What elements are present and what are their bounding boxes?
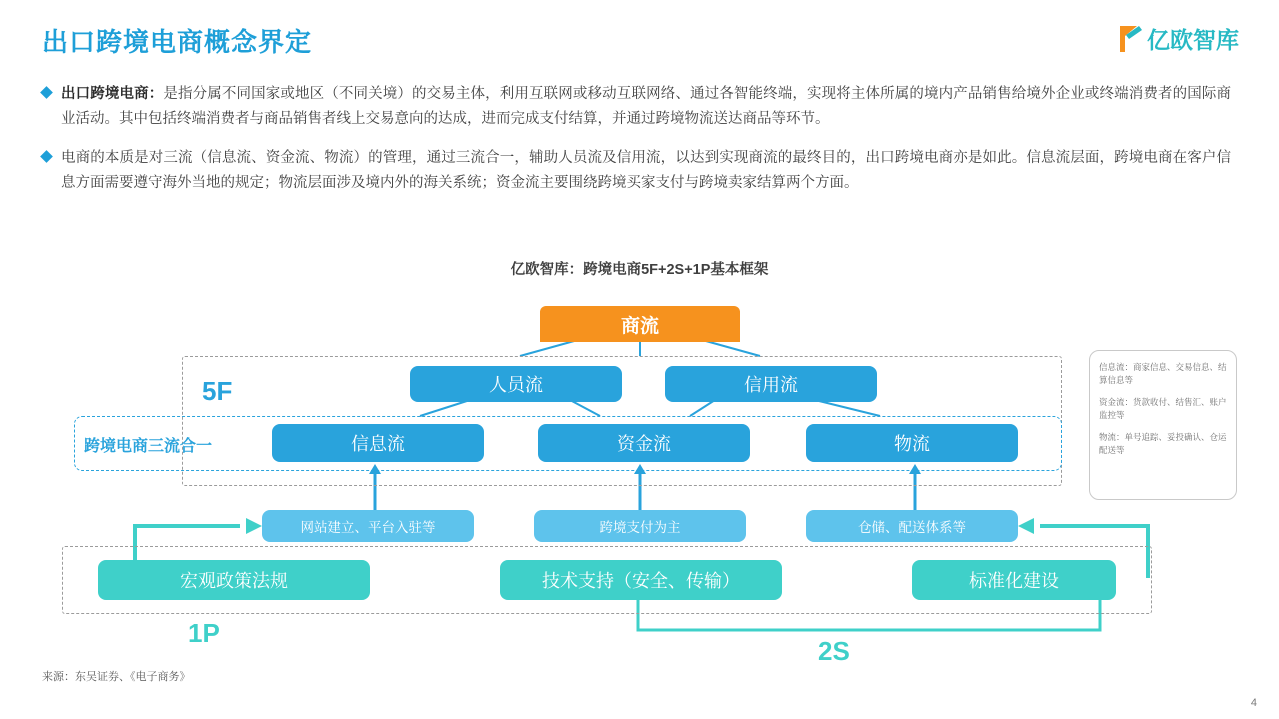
node-website-platform[interactable]: 网站建立、平台入驻等: [262, 510, 474, 542]
node-logistics-flow[interactable]: 物流: [806, 424, 1018, 462]
tier-2s-label: 2S: [818, 636, 850, 666]
tier-1p-label: 1P: [188, 618, 220, 648]
yiou-logo-icon: [1117, 24, 1143, 54]
node-personnel-flow[interactable]: 人员流: [410, 366, 622, 402]
note-line: 资金流：货款收付、结售汇、账户监控等: [1099, 397, 1227, 420]
list-item: [42, 82, 1242, 132]
list-item: [42, 146, 1242, 196]
source-note: 来源：东吴证券、《电子商务》: [42, 671, 191, 683]
page-title: 出口跨境电商概念界定: [42, 27, 313, 57]
three-flow-label: 跨境电商三流合一: [84, 438, 213, 455]
bullet-lead: 出口跨境电商：: [61, 86, 164, 102]
node-cross-border-payment[interactable]: 跨境支付为主: [534, 510, 746, 542]
node-macro-policy[interactable]: 宏观政策法规: [98, 560, 370, 600]
bullet-text: 是指分属不同国家或地区（不同关境）的交易主体，利用互联网或移动互联网络、通过各智能终端，实现将主体所属的境内产品销售给境外企业或终端消费者的国际商业活动。其中包括终端消费者与商品销售者线上交易意向的达成，进而完成支付结算，并通过跨境物流送达商品等环节。: [61, 86, 1231, 127]
brand-logo: [1117, 22, 1239, 55]
bullet-body: [61, 146, 1231, 196]
node-information-flow[interactable]: 信息流: [272, 424, 484, 462]
framework-diagram: [0, 288, 1279, 688]
node-commerce-flow[interactable]: 商流: [540, 306, 740, 342]
node-credit-flow[interactable]: 信用流: [665, 366, 877, 402]
node-capital-flow[interactable]: 资金流: [538, 424, 750, 462]
page-number: 4: [1250, 697, 1257, 709]
diamond-bullet-icon: [40, 150, 53, 163]
diagram-caption: 亿欧智库：跨境电商5F+2S+1P基本框架: [510, 262, 769, 278]
bullet-text: 电商的本质是对三流（信息流、资金流、物流）的管理，通过三流合一，辅助人员流及信用流，以达到实现商流的最终目的，出口跨境电商亦是如此。信息流层面，跨境电商在客户信息方面需要遵守海外当地的规定；物流层面涉及境内外的海关系统；资金流主要围绕跨境买家支付与跨境卖家结算两个方面。: [61, 150, 1231, 191]
bullet-list: [42, 82, 1242, 210]
note-line: 信息流：商家信息、交易信息、结算信息等: [1099, 362, 1227, 385]
node-tech-support[interactable]: 技术支持（安全、传输）: [500, 560, 782, 600]
node-standardization[interactable]: 标准化建设: [912, 560, 1116, 600]
legend-note-card: [1089, 350, 1237, 500]
tier-5f-label: 5F: [202, 376, 233, 406]
note-line: 物流：单号追踪、妥投确认、仓运配送等: [1099, 432, 1227, 455]
bullet-body: [61, 82, 1231, 132]
diamond-bullet-icon: [40, 86, 53, 99]
logo-text: 亿欧智库: [1147, 27, 1239, 53]
node-warehouse-delivery[interactable]: 仓储、配送体系等: [806, 510, 1018, 542]
